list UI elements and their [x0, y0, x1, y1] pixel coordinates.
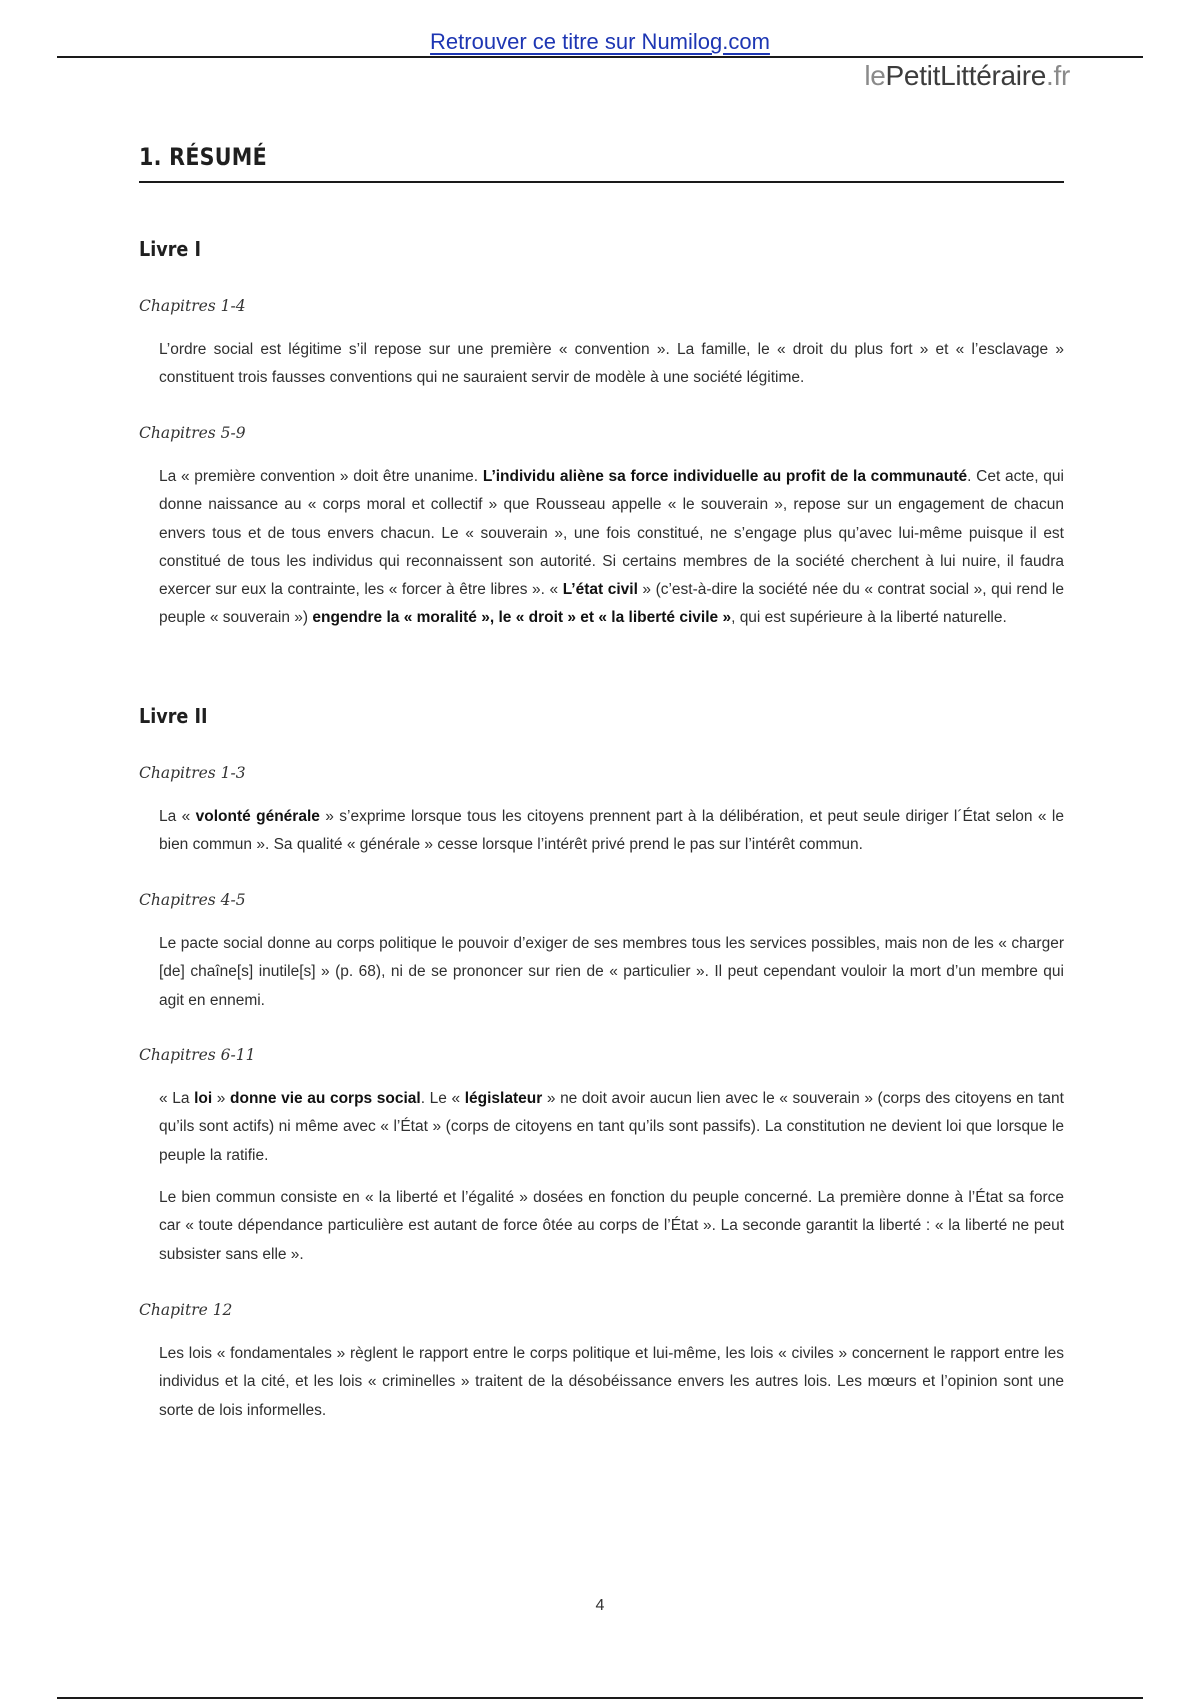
numilog-link[interactable]: Retrouver ce titre sur Numilog.com	[430, 29, 770, 54]
livre2-ch1-3-text: La « volonté générale » s’exprime lorsque tous les citoyens prennent part à la délibération, et peut seule diriger l´État selon « le bien commun ». Sa qualité « générale » cesse lorsque l’intérêt privé prend le pas sur l’intérêt commun.	[159, 808, 1064, 854]
livre2-ch12-text: Les lois « fondamentales » règlent le rapport entre le corps politique et lui-même, les lois « civiles » concernent le rapport entre les individus et la cité, et les lois « criminelles » traitent de la désobéissance envers les autres lois. Les mœurs et l’opinion sont une sorte de lois informelles.	[159, 1345, 1064, 1419]
footer-rule	[57, 1697, 1143, 1699]
livre2-ch6-11-text: « La loi » donne vie au corps social. Le « législateur » ne doit avoir aucun lien avec le « souverain » (corps des citoyens en tant qu’ils sont actifs) ni même avec « l’État » (corps de citoyens en tant qu’ils sont passifs). La constitution ne devient loi que lorsque le peuple la ratifie.	[159, 1090, 1064, 1164]
livre2-ch6-11-text-2: Le bien commun consiste en « la liberté et l’égalité » dosées en fonction du peuple concerné. La première donne à l’État sa force car « toute dépendance particulière est autant de force ôtée au corps de l’État ». La seconde garantit la liberté : « la liberté ne peut subsister sans elle ».	[159, 1189, 1064, 1263]
livre2-ch4-5-label: Chapitres 4-5	[139, 891, 246, 909]
livre1-ch5-9-label: Chapitres 5-9	[139, 424, 246, 442]
numilog-banner	[0, 29, 1200, 55]
header-rule	[57, 56, 1143, 58]
livre1-ch5-9-text: La « première convention » doit être unanime. L’individu aliène sa force individuelle au profit de la communauté. Cet acte, qui donne naissance au « corps moral et collectif » que Rousseau appelle « le souverain », repose sur un engagement de chacun envers tous et de tous envers chacun. Le « souverain », une fois constitué, ne s’engage plus qu’avec lui-même puisque il est constitué de tous les individus qui reconnaissent son autorité. Si certains membres de la société cherchent à lui nuire, il faudra exercer sur eux la contrainte, les « forcer à être libres ». « L’état civil » (c’est-à-dire la société née du « contrat social », qui rend le peuple « souverain ») engendre la « moralité », le « droit » et « la liberté civile », qui est supérieure à la liberté naturelle.	[159, 468, 1064, 627]
livre2-ch12-label: Chapitre 12	[139, 1301, 233, 1319]
livre2-title: Livre II	[139, 704, 208, 728]
page-number: 4	[595, 1597, 605, 1614]
livre1-ch1-4-text: L’ordre social est légitime s’il repose sur une première « convention ». La famille, le « droit du plus fort » et « l’esclavage » constituent trois fausses conventions qui ne sauraient servir de modèle à une société légitime.	[159, 341, 1064, 387]
livre1-ch1-4-label: Chapitres 1-4	[139, 297, 246, 315]
logo-ext: .fr	[1046, 60, 1070, 91]
section-title-rule	[139, 181, 1064, 183]
livre2-ch6-11-label: Chapitres 6-11	[139, 1046, 256, 1064]
logo-prefix: le	[864, 60, 886, 91]
livre1-title: Livre I	[139, 237, 202, 261]
logo-main: PetitLittéraire	[885, 60, 1047, 91]
section-title: 1. RÉSUMÉ	[139, 143, 267, 171]
livre2-ch1-3-label: Chapitres 1-3	[139, 764, 246, 782]
livre2-ch4-5-text: Le pacte social donne au corps politique le pouvoir d’exiger de ses membres tous les services possibles, mais non de les « charger [de] chaîne[s] inutile[s] » (p. 68), ni de se prononcer sur rien de « particulier ». Il peut cependant vouloir la mort d’un membre qui agit en ennemi.	[159, 935, 1064, 1009]
lepetitlitteraire-logo	[864, 60, 1070, 92]
